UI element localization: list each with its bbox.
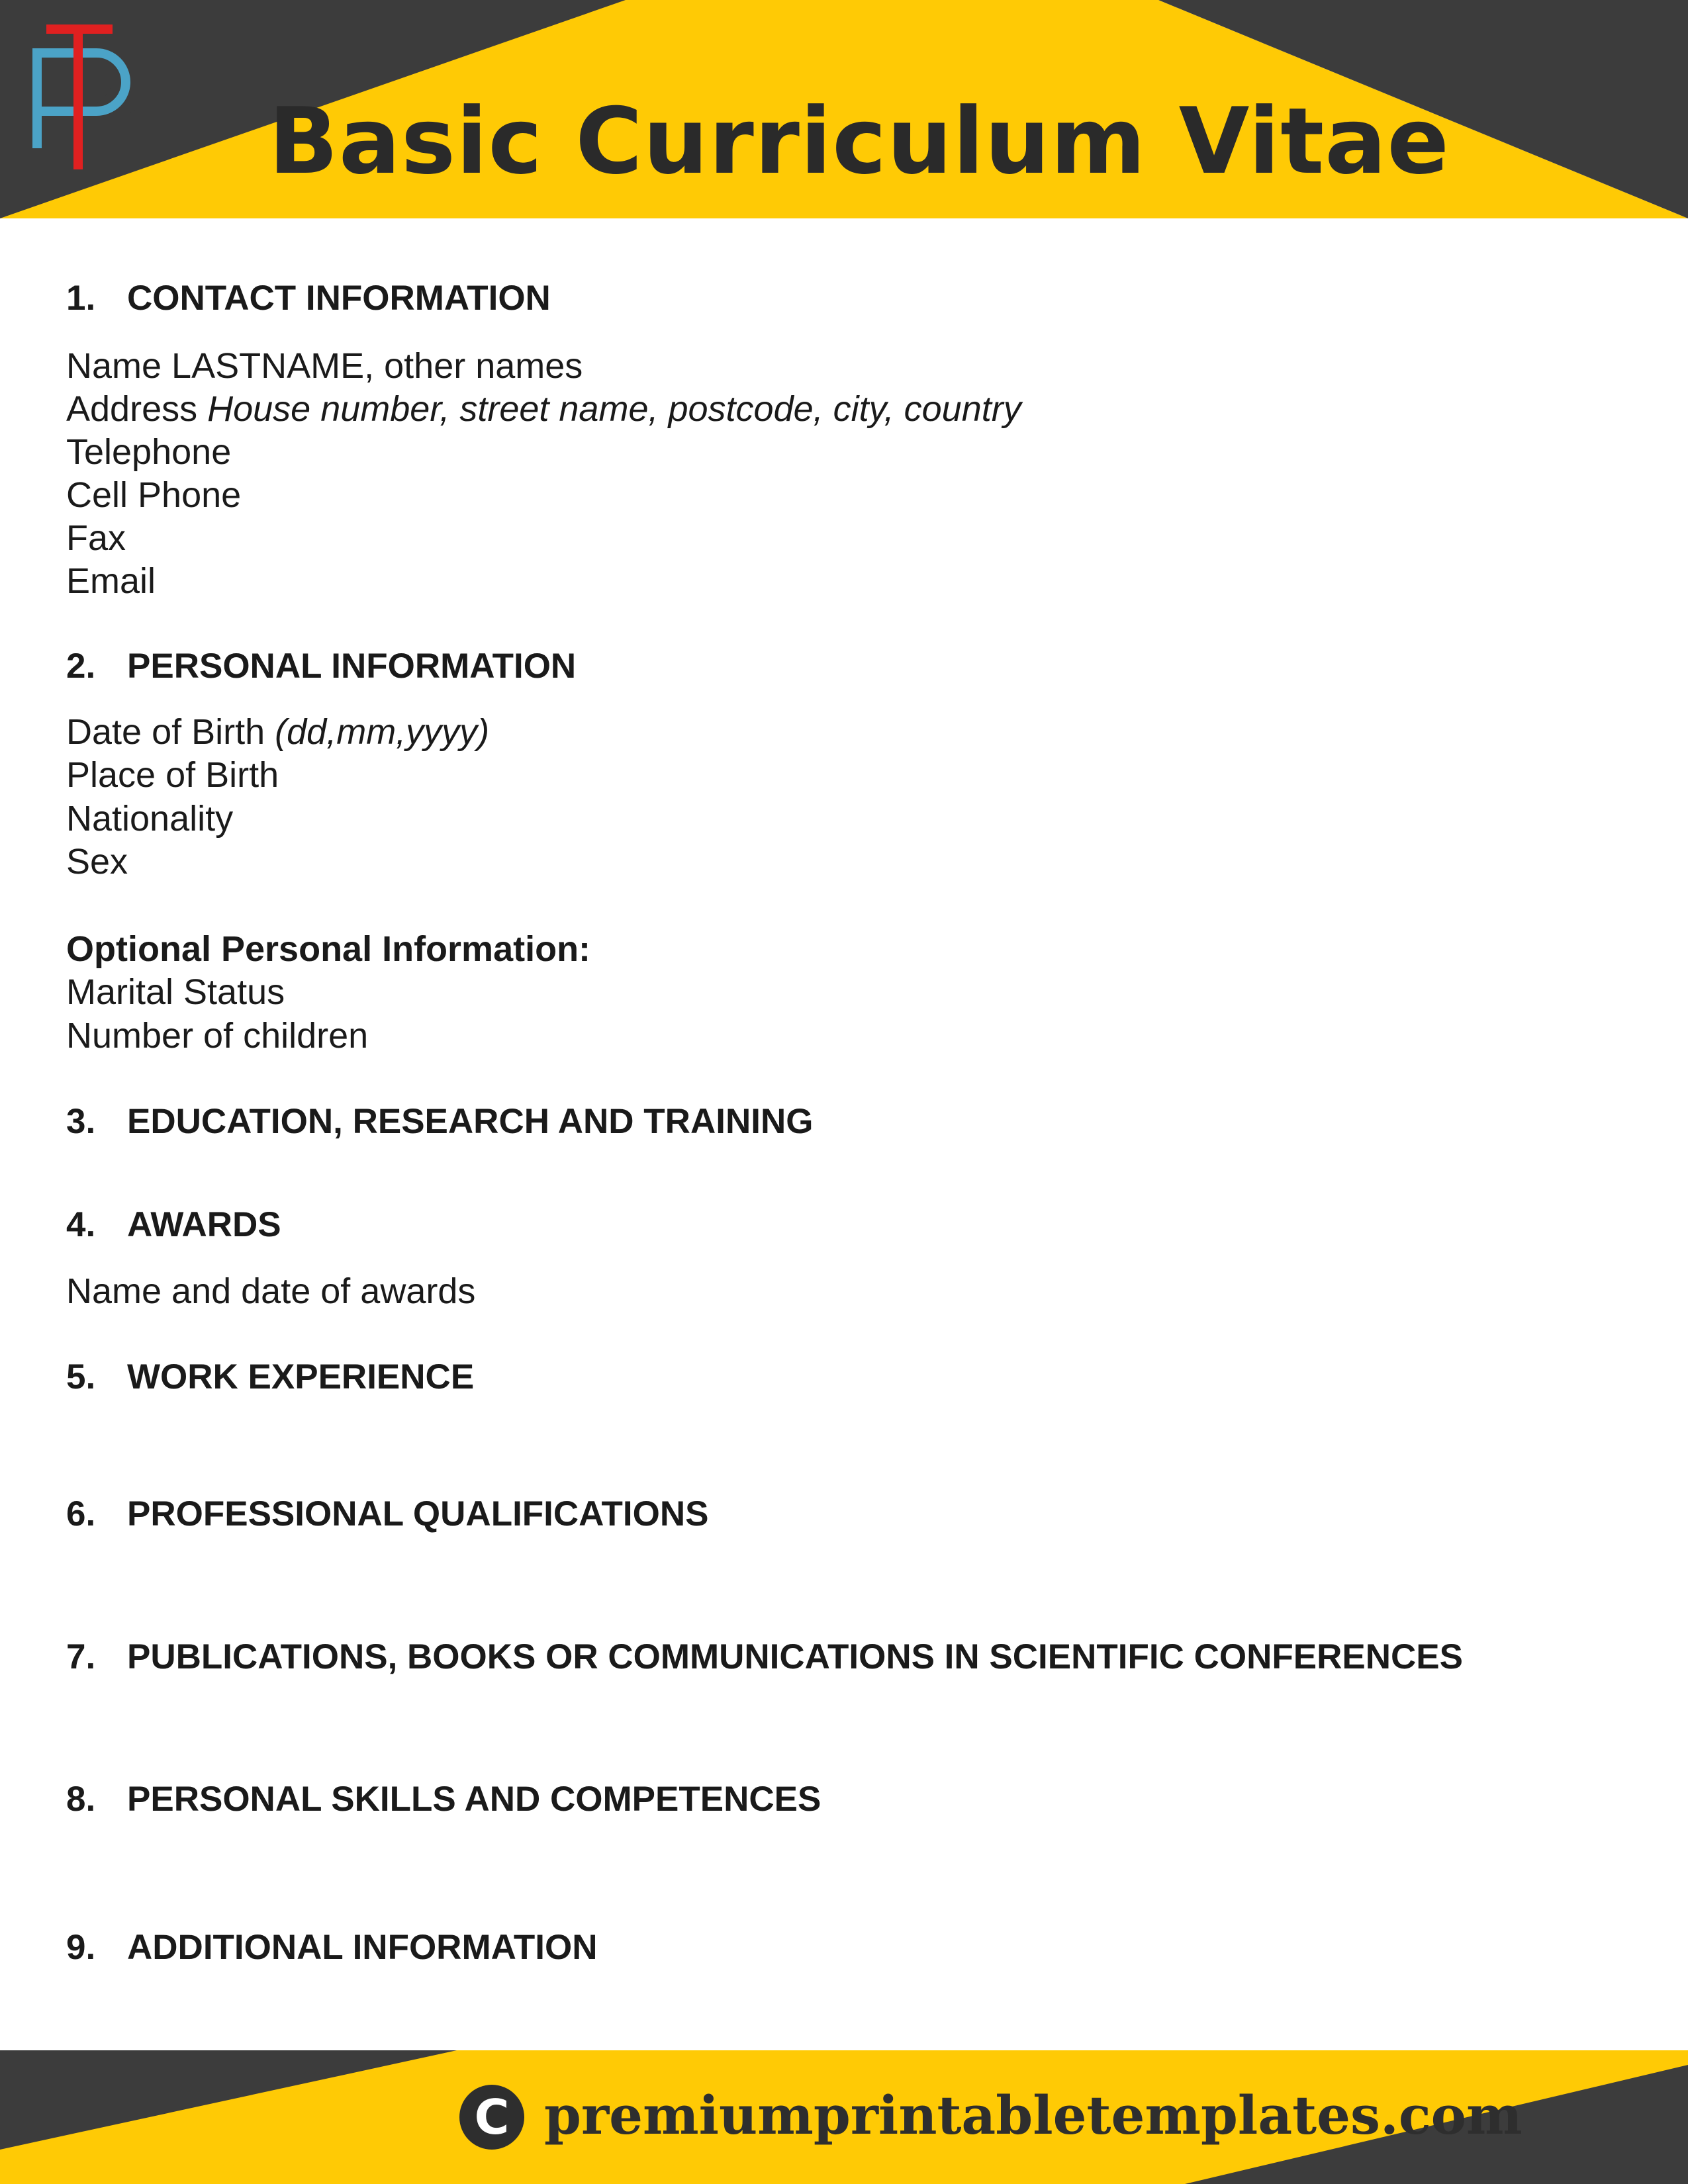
copyright-icon: C — [459, 2085, 524, 2150]
section-heading-skills — [66, 1780, 821, 1819]
personal-place-of-birth: Place of Birth — [66, 755, 279, 795]
section-title: ADDITIONAL INFORMATION — [127, 1928, 598, 1967]
section-number: 9. — [66, 1928, 96, 1967]
section-title: PUBLICATIONS, BOOKS OR COMMUNICATIONS IN SCIENTIFIC CONFERENCES — [127, 1637, 1463, 1676]
awards-text: Name and date of awards — [66, 1271, 476, 1311]
section-heading-contact — [66, 279, 551, 318]
section-title: WORK EXPERIENCE — [127, 1357, 475, 1396]
contact-telephone: Telephone — [66, 432, 232, 472]
personal-children: Number of children — [66, 1016, 369, 1056]
footer-website: premiumprintabletemplates.com — [544, 2084, 1523, 2146]
section-title: AWARDS — [127, 1205, 281, 1244]
section-heading-publications — [66, 1638, 1463, 1676]
section-number: 4. — [66, 1205, 96, 1244]
dob-hint: (dd,mm,yyyy) — [275, 712, 490, 752]
section-number: 8. — [66, 1780, 96, 1819]
personal-nationality: Nationality — [66, 799, 234, 839]
section-title: PROFESSIONAL QUALIFICATIONS — [127, 1494, 709, 1533]
address-label: Address — [66, 389, 198, 429]
section-number: 7. — [66, 1637, 96, 1676]
section-heading-education — [66, 1103, 813, 1141]
section-number: 6. — [66, 1494, 96, 1533]
section-heading-awards — [66, 1206, 281, 1244]
contact-name: Name LASTNAME, other names — [66, 346, 583, 386]
section-heading-additional — [66, 1929, 598, 1967]
section-number: 3. — [66, 1102, 96, 1141]
section-title: PERSONAL SKILLS AND COMPETENCES — [127, 1780, 821, 1819]
personal-dob — [66, 713, 489, 752]
contact-address — [66, 390, 1021, 429]
optional-personal-heading: Optional Personal Information: — [66, 929, 591, 969]
section-heading-qualifications — [66, 1495, 708, 1533]
section-title: PERSONAL INFORMATION — [127, 647, 577, 686]
section-heading-work — [66, 1358, 474, 1396]
section-title: CONTACT INFORMATION — [127, 279, 551, 318]
section-number: 1. — [66, 279, 96, 318]
contact-cell-phone: Cell Phone — [66, 475, 242, 515]
page-header — [0, 0, 1688, 218]
contact-email: Email — [66, 561, 156, 601]
section-number: 2. — [66, 647, 96, 686]
section-number: 5. — [66, 1357, 96, 1396]
address-hint: House number, street name, postcode, city, country — [207, 389, 1021, 429]
page-title: Basic Curriculum Vitae — [268, 88, 1450, 195]
personal-marital-status: Marital Status — [66, 972, 285, 1012]
contact-fax: Fax — [66, 518, 126, 558]
personal-sex: Sex — [66, 842, 128, 882]
section-title: EDUCATION, RESEARCH AND TRAINING — [127, 1102, 814, 1141]
dob-label: Date of Birth — [66, 712, 265, 752]
section-heading-personal — [66, 647, 576, 686]
